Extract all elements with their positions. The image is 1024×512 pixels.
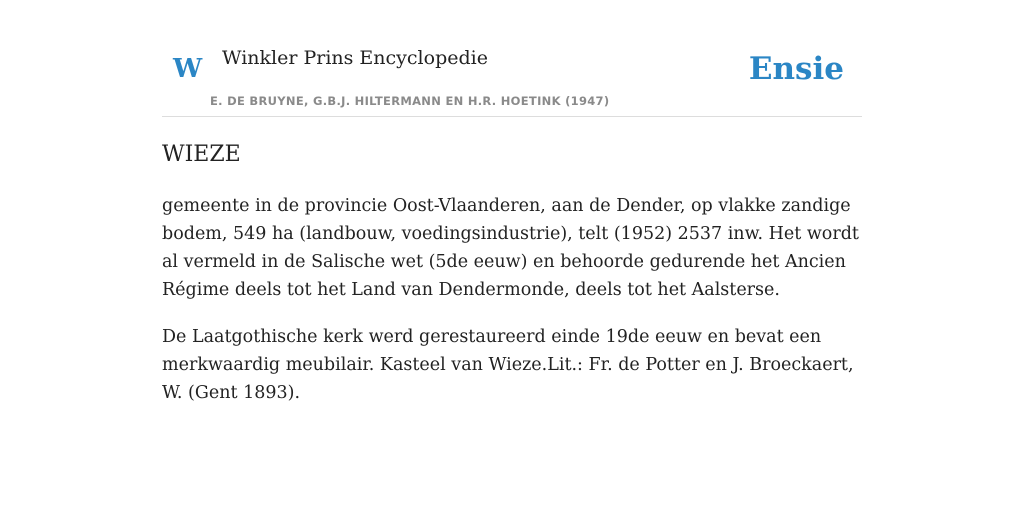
source-logo[interactable]: W bbox=[173, 54, 203, 84]
article-title: WIEZE bbox=[162, 142, 241, 167]
source-header bbox=[162, 0, 862, 117]
source-authors: E. DE BRUYNE, G.B.J. HILTERMANN EN H.R. HOETINK (1947) bbox=[210, 94, 610, 108]
article-body bbox=[162, 192, 862, 426]
brand-logo[interactable]: Ensie bbox=[748, 51, 844, 87]
article-paragraph: gemeente in de provincie Oost-Vlaanderen, aan de Dender, op vlakke zandige bodem, 549 ha (landbouw, voedingsindustrie), telt (1952) 2537 inw. Het wordt al vermeld in de Salische wet (5de eeuw) en behoorde gedurende het Ancien Régime deels tot het Land van Dendermonde, deels tot het Aalsterse. bbox=[162, 196, 859, 300]
source-title[interactable]: Winkler Prins Encyclopedie bbox=[222, 47, 488, 69]
article-paragraph: De Laatgothische kerk werd gerestaureerd einde 19de eeuw en bevat een merkwaardig meubilair. Kasteel van Wieze.Lit.: Fr. de Potter en J. Broeckaert, W. (Gent 1893). bbox=[162, 327, 854, 403]
